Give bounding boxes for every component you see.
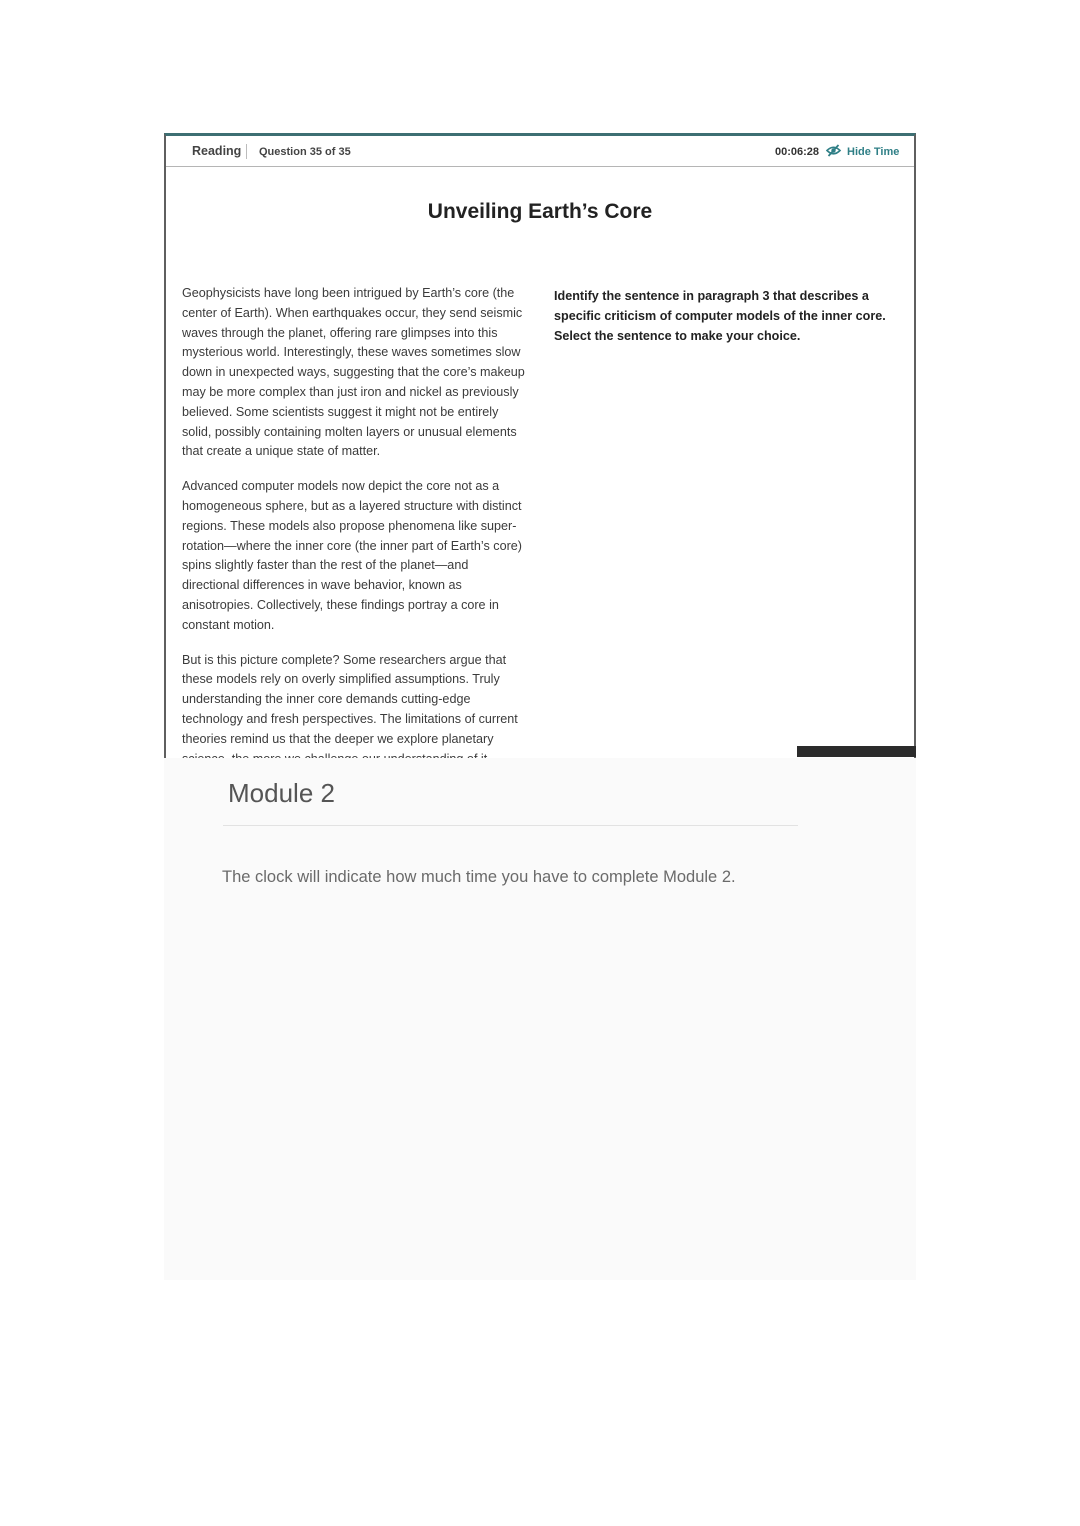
test-window <box>164 133 916 758</box>
module-divider <box>223 825 798 826</box>
hide-time-button[interactable]: Hide Time <box>847 146 900 158</box>
passage-paragraph-2[interactable]: Advanced computer models now depict the core not as a homogeneous sphere, but as a layered structure with distinct regions. These models also propose phenomena like super-rotation—where the inner core (the inner part of Earth’s core) spins slightly faster than the rest of the planet—and directional differences in wave behavior, known as anisotropies. Collectively, these findings portray a core in constant motion. <box>182 479 522 632</box>
question-prompt: Identify the sentence in paragraph 3 that describes a specific criticism of computer models of the inner core. Select the sentence to make your choice. <box>554 289 886 343</box>
passage-text <box>182 284 527 784</box>
eye-slash-icon[interactable] <box>826 144 841 157</box>
toolbar-divider <box>246 144 247 159</box>
module-title: Module 2 <box>228 778 335 808</box>
question-counter: Question 35 of 35 <box>259 146 351 158</box>
passage-paragraph-3[interactable]: But is this picture complete? Some researchers argue that these models rely on overly simplified assumptions. Truly understanding the inner core demands cutting-edge technology and fresh perspectives. The limitations of current theories remind us that the deeper we explore planetary <box>182 652 518 746</box>
module-instruction: The clock will indicate how much time you have to complete Module 2. <box>222 868 736 886</box>
timer-readout: 00:06:28 <box>775 146 820 158</box>
section-label: Reading <box>192 144 242 158</box>
footer-bar-fragment <box>797 746 916 757</box>
passage-paragraph-1[interactable]: Geophysicists have long been intrigued by Earth’s core (the center of Earth). When earthquakes occur, they send seismic waves through the planet, offering rare glimpses into this mysterious world. Interestingly, these waves sometimes slow down in unexpected ways, suggesting that the core’s makeup may be more complex than just iron and nickel as previously believed. Some scientists suggest it might not be entirely solid, possibly containing molten layers or unusual elements that create a unique state of matter. <box>182 286 525 459</box>
module-screen <box>164 758 916 1280</box>
test-toolbar <box>166 136 914 167</box>
passage-title: Unveiling Earth’s Core <box>427 200 653 223</box>
